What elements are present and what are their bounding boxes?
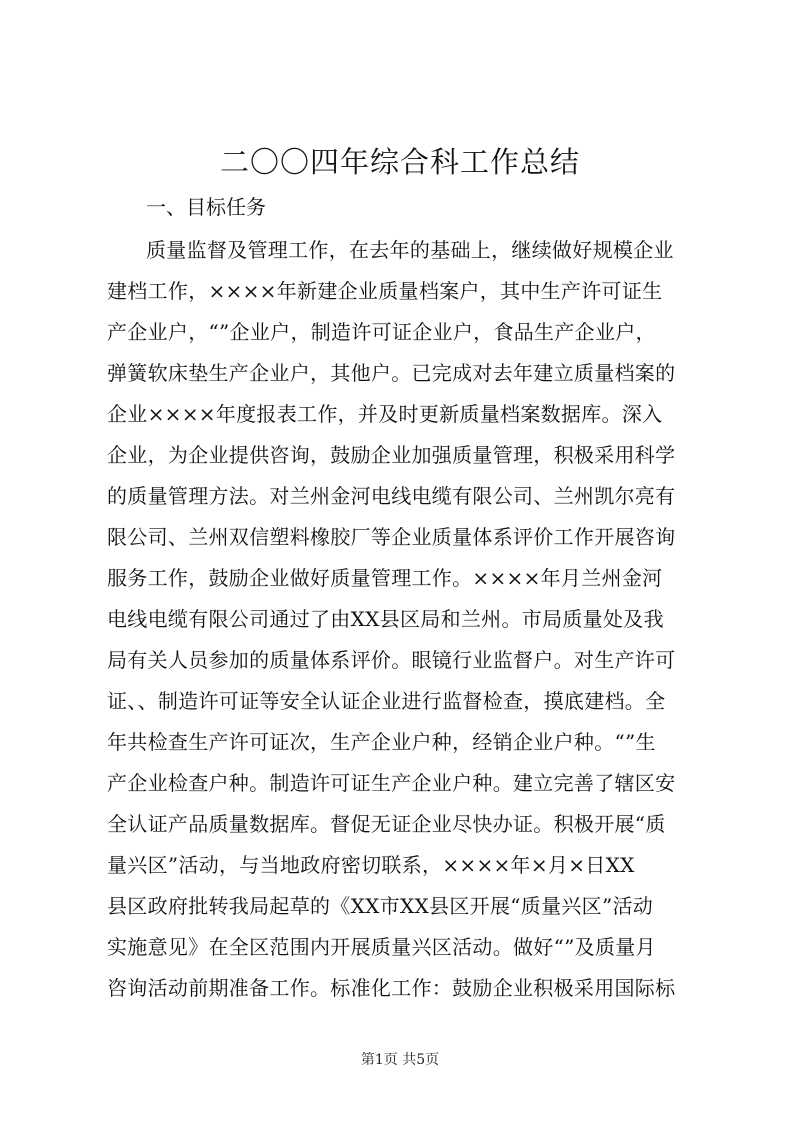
body-line: 服务工作，鼓励企业做好质量管理工作。××××年月兰州金河 — [107, 566, 663, 590]
body-line: 实施意见》在全区范围内开展质量兴区活动。做好“”及质量月 — [107, 935, 656, 959]
body-line: 的质量管理方法。对兰州金河电线电缆有限公司、兰州凯尔亮有 — [107, 484, 676, 508]
body-line: 证、、制造许可证等安全认证企业进行监督检查，摸底建档。全 — [107, 689, 666, 713]
body-line: 建档工作，××××年新建企业质量档案户，其中生产许可证生 — [107, 279, 663, 303]
body-line: 限公司、兰州双信塑料橡胶厂等企业质量体系评价工作开展咨询 — [107, 525, 676, 549]
body-line: 电线电缆有限公司通过了由XX县区局和兰州。市局质量处及我 — [107, 607, 664, 631]
body-line: 年共检查生产许可证次，生产企业户种，经销企业户种。“”生 — [107, 730, 656, 754]
body-line: 企业，为企业提供咨询，鼓励企业加强质量管理，积极采用科学 — [107, 443, 676, 467]
document-title: 二〇〇四年综合科工作总结 — [219, 145, 580, 179]
body-text — [107, 230, 707, 1009]
body-line: 弹簧软床垫生产企业户，其他户。已完成对去年建立质量档案的 — [107, 361, 676, 385]
body-line: 产企业户，“”企业户，制造许可证企业户，食品生产企业户， — [107, 320, 656, 344]
body-line: 咨询活动前期准备工作。标准化工作：鼓励企业积极采用国际标 — [107, 976, 676, 1000]
body-line: 产企业检查户种。制造许可证生产企业户种。建立完善了辖区安 — [107, 771, 676, 795]
body-line: 局有关人员参加的质量体系评价。眼镜行业监督户。对生产许可 — [107, 648, 676, 672]
body-line: 量兴区”活动，与当地政府密切联系，××××年×月×日XX — [107, 853, 635, 877]
body-line: 县区政府批转我局起草的《XX市XX县区开展“质量兴区”活动 — [107, 894, 654, 918]
section-heading: 一、目标任务 — [146, 195, 266, 219]
body-line: 企业××××年度报表工作，并及时更新质量档案数据库。深入 — [107, 402, 663, 426]
body-line: 全认证产品质量数据库。督促无证企业尽快办证。积极开展“质 — [107, 812, 666, 836]
body-line: 质量监督及管理工作，在去年的基础上，继续做好规模企业 — [146, 238, 674, 262]
page-footer: 第1页 共5页 — [360, 1052, 440, 1068]
